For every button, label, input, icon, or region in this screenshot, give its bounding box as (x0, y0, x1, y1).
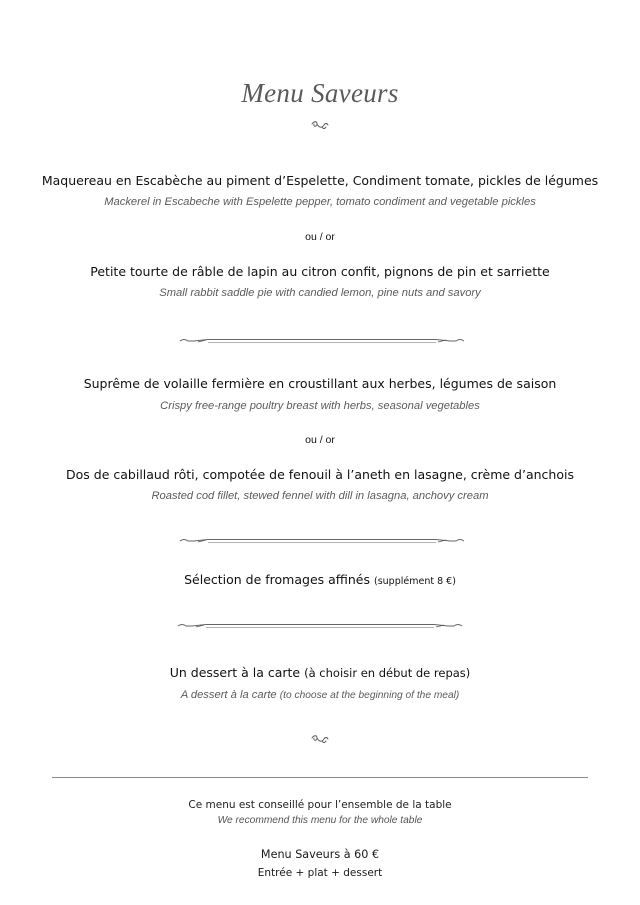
main-1-french: Suprême de volaille fermière en croustillant aux herbes, légumes de saison (83, 376, 557, 391)
cheese-supplement-note: (supplément 8 €) (374, 576, 456, 587)
main-1-english: Crispy free-range poultry breast with herbs, seasonal vegetables (160, 400, 480, 412)
starter-2-french: Petite tourte de râble de lapin au citron confit, pignons de pin et sarriette (90, 264, 550, 279)
main-2-french: Dos de cabillaud rôti, compotée de fenouil à l’aneth en lasagne, crème d’anchois (66, 467, 574, 482)
footer-composition: Entrée + plat + dessert (257, 867, 383, 879)
divider-ornament-icon (178, 536, 466, 546)
starter-2-english: Small rabbit saddle pie with candied lemon, pine nuts and savory (159, 287, 481, 299)
footer-advice-english: We recommend this menu for the whole table (217, 815, 423, 826)
starter-1-french: Maquereau en Escabèche au piment d’Espelette, Condiment tomate, pickles de légumes (41, 173, 599, 188)
divider-ornament-icon (178, 336, 466, 346)
main-2-english: Roasted cod fillet, stewed fennel with dill in lasagna, anchovy cream (151, 490, 489, 502)
starter-1-english: Mackerel in Escabeche with Espelette pepper, tomato condiment and vegetable pickles (104, 196, 536, 208)
cheese-course (0, 572, 640, 587)
dessert-english-line (0, 689, 640, 701)
cheese-french: Sélection de fromages affinés (184, 572, 371, 587)
dessert-english-note: (to choose at the beginning of the meal) (279, 690, 460, 701)
menu-title: Menu Saveurs (241, 78, 399, 108)
dessert-french-line (0, 665, 640, 680)
dessert-french-note: (à choisir en début de repas) (304, 666, 471, 680)
or-separator-1: ou / or (305, 231, 335, 243)
dessert-english: A dessert à la carte (180, 689, 277, 701)
footer-advice-french: Ce menu est conseillé pour l’ensemble de la table (188, 799, 452, 811)
footer-rule (52, 777, 588, 778)
flourish-ornament-icon (0, 734, 640, 746)
footer-price: Menu Saveurs à 60 € (260, 848, 380, 861)
flourish-ornament-icon (0, 120, 640, 132)
or-separator-2: ou / or (305, 434, 335, 446)
divider-ornament-icon (176, 621, 464, 631)
dessert-french: Un dessert à la carte (169, 665, 301, 680)
